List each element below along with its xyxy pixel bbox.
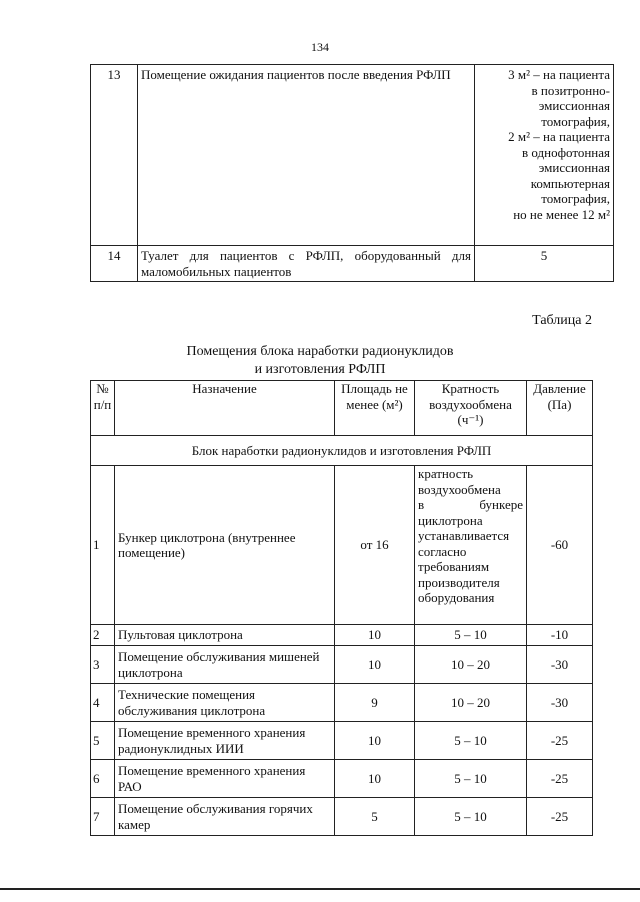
- table-row: [91, 646, 593, 684]
- rate-line: кратность: [418, 466, 474, 481]
- table-row: [91, 246, 614, 282]
- rate-value: 5 – 10: [415, 625, 527, 646]
- table-row: [91, 65, 614, 246]
- table-1: [90, 64, 614, 282]
- area-value: 10: [335, 722, 415, 760]
- area-value: [475, 65, 614, 246]
- section-title: Блок наработки радионуклидов и изготовления РФЛП: [91, 436, 593, 466]
- row-number: 14: [91, 246, 138, 282]
- header-area: Площадь не менее (м²): [335, 381, 415, 436]
- rate-line: циклотрона: [418, 512, 483, 528]
- rate-value: 5 – 10: [415, 798, 527, 836]
- table-row: [91, 466, 593, 625]
- room-name: Помещение временного хранения радионуклидных ИИИ: [115, 722, 335, 760]
- value-line: в однофотонная: [521, 144, 610, 160]
- rate-line: воздухообмена: [418, 481, 501, 497]
- rate-value: [415, 466, 527, 625]
- pressure-value: -30: [527, 684, 593, 722]
- row-number: 1: [91, 466, 115, 625]
- row-number: 5: [91, 722, 115, 760]
- pressure-value: -30: [527, 646, 593, 684]
- table-row: [91, 760, 593, 798]
- table-title: [0, 343, 640, 379]
- rate-value: 10 – 20: [415, 684, 527, 722]
- room-name: Туалет для пациентов с РФЛП, оборудованный для маломобильных пациентов: [138, 246, 475, 282]
- rate-line: устанавливается: [418, 528, 510, 543]
- value-line: томография,: [541, 113, 610, 129]
- row-number: 2: [91, 625, 115, 646]
- rate-word: в: [418, 497, 425, 512]
- pressure-value: -10: [527, 625, 593, 646]
- room-name: Помещение ожидания пациентов после введения РФЛП: [138, 65, 475, 246]
- value-line: компьютерная: [530, 175, 610, 191]
- area-value: 10: [335, 646, 415, 684]
- row-number: 13: [91, 65, 138, 246]
- value-line: эмиссионная: [538, 160, 610, 175]
- rate-line: производителя: [418, 574, 500, 590]
- row-number: 7: [91, 798, 115, 836]
- table-2: [90, 380, 593, 836]
- pressure-value: -25: [527, 760, 593, 798]
- room-name: Бункер циклотрона (внутреннее помещение): [115, 466, 335, 625]
- header-pressure: Давление (Па): [527, 381, 593, 436]
- value-line: но не менее 12 м²: [513, 206, 610, 222]
- table-row: [91, 722, 593, 760]
- room-name: Помещение обслуживания горячих камер: [115, 798, 335, 836]
- rate-line: оборудования: [418, 590, 495, 605]
- row-number: 3: [91, 646, 115, 684]
- room-name: Помещение временного хранения РАО: [115, 760, 335, 798]
- area-value: 10: [335, 625, 415, 646]
- table-label: Таблица 2: [532, 313, 592, 328]
- table-title-line: Помещения блока наработки радионуклидов: [186, 344, 454, 359]
- header-num: № п/п: [91, 381, 115, 436]
- value-line: эмиссионная: [538, 98, 610, 113]
- value-line: томография,: [541, 191, 610, 206]
- section-row: [91, 436, 593, 466]
- row-number: 4: [91, 684, 115, 722]
- area-value: от 16: [335, 466, 415, 625]
- table-title-line: и изготовления РФЛП: [254, 362, 386, 377]
- table-row: [91, 684, 593, 722]
- area-value: 5: [475, 246, 614, 282]
- room-name: Технические помещения обслуживания циклотрона: [115, 684, 335, 722]
- rate-value: 10 – 20: [415, 646, 527, 684]
- header-name: Назначение: [115, 381, 335, 436]
- pressure-value: -60: [527, 466, 593, 625]
- pressure-value: -25: [527, 798, 593, 836]
- rate-line: [418, 497, 523, 513]
- area-value: 9: [335, 684, 415, 722]
- rate-line: требованиям: [418, 559, 490, 574]
- room-name: Помещение обслуживания мишеней циклотрона: [115, 646, 335, 684]
- header-rate: Кратность воздухообмена (ч⁻¹): [415, 381, 527, 436]
- table-header-row: [91, 381, 593, 436]
- rate-value: 5 – 10: [415, 722, 527, 760]
- pressure-value: -25: [527, 722, 593, 760]
- value-line: в позитронно-: [531, 82, 610, 98]
- row-number: 6: [91, 760, 115, 798]
- value-line: 3 м² – на пациента: [508, 67, 610, 82]
- page-edge-line: [0, 888, 640, 890]
- room-name: Пультовая циклотрона: [115, 625, 335, 646]
- rate-word: бункере: [479, 497, 523, 512]
- rate-line: согласно: [418, 543, 467, 559]
- value-line: 2 м² – на пациента: [508, 129, 610, 144]
- page-number: 134: [311, 40, 329, 54]
- table-row: [91, 798, 593, 836]
- area-value: 10: [335, 760, 415, 798]
- area-value: 5: [335, 798, 415, 836]
- table-row: [91, 625, 593, 646]
- rate-value: 5 – 10: [415, 760, 527, 798]
